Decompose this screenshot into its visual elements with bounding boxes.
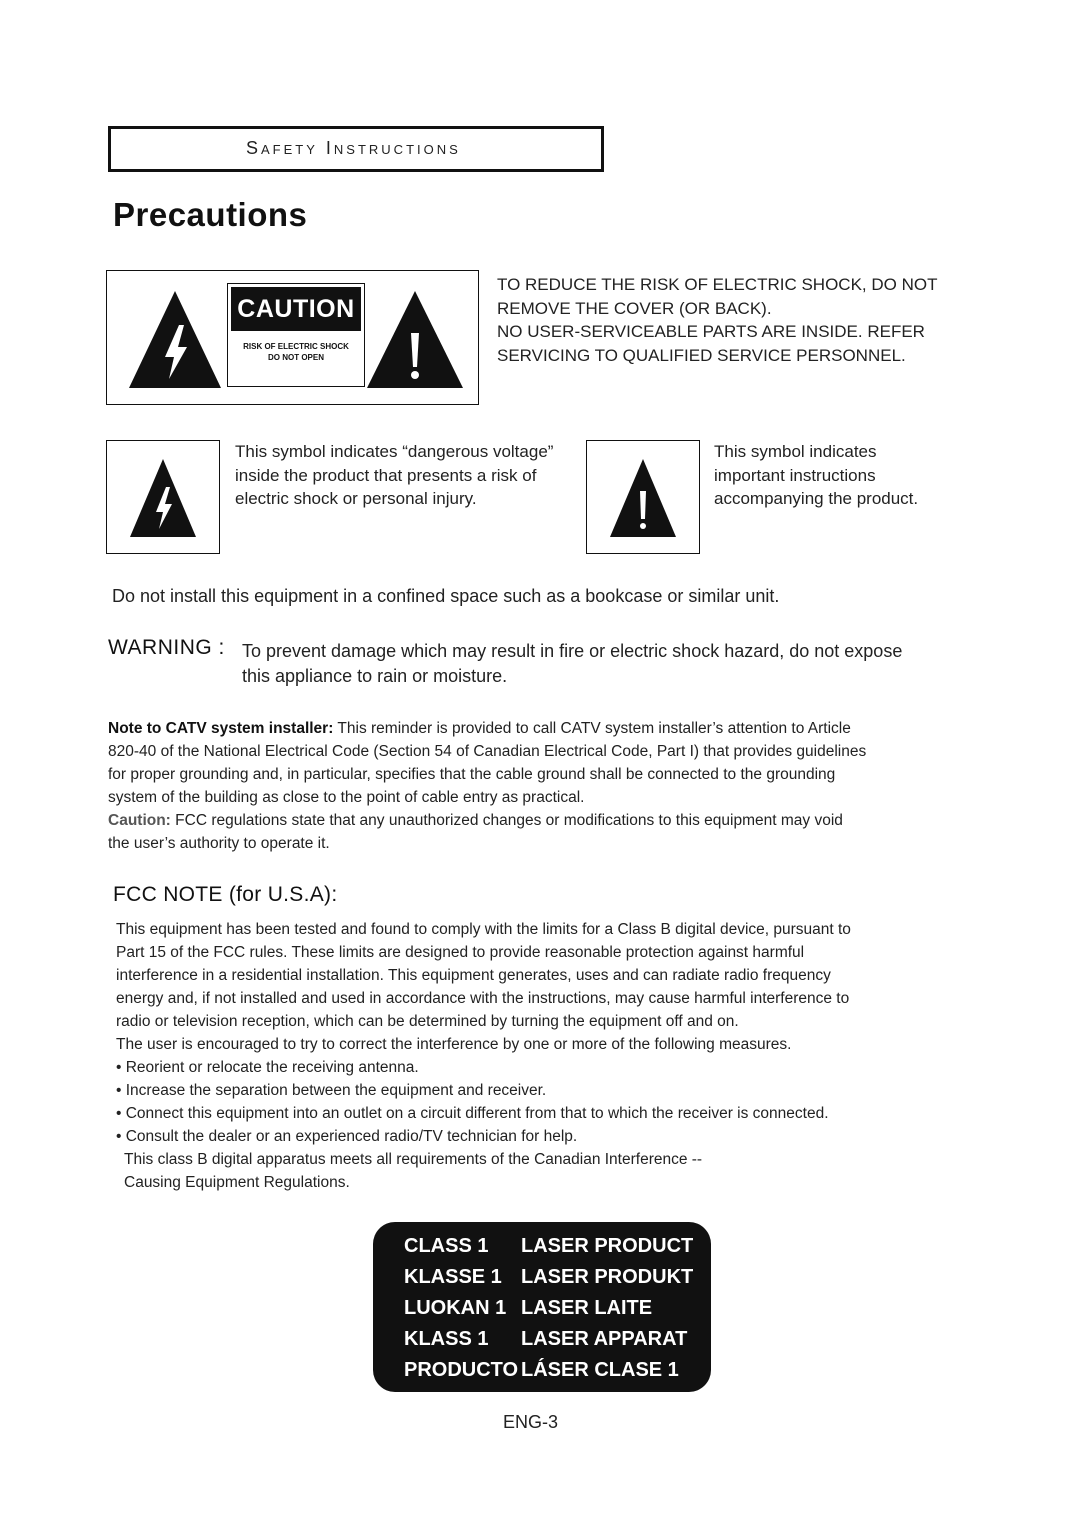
instructions-symbol-box [586,440,700,554]
voltage-symbol-description: This symbol indicates “dangerous voltage” inside the product that presents a risk of electric shock or personal injury. [235,442,554,508]
warning-label: WARNING : [108,636,225,659]
fcc-caution-label: Caution: [108,812,171,829]
list-item: • Reorient or relocate the receiving antenna. [116,1056,976,1079]
lightning-warning-icon [129,291,221,388]
instructions-symbol-description: This symbol indicates important instructions accompanying the product. [714,442,919,508]
lightning-warning-icon [130,459,196,537]
laser-product-label: CLASS 1 LASER PRODUCT KLASSE 1 LASER PRODUKT LUOKAN 1 LASER LAITE KLASS 1 LASER APPARAT PRODUCTO LÁSER CLASE 1 [373,1222,711,1392]
warning-text: To prevent damage which may result in fire or electric shock hazard, do not expose this appliance to rain or moisture. [242,641,903,686]
list-item: • Consult the dealer or an experienced radio/TV technician for help. [116,1125,976,1148]
list-item: • Connect this equipment into an outlet on a circuit different from that to which the receiver is connected. [116,1102,976,1125]
caution-sticker-text: RISK OF ELECTRIC SHOCK DO NOT OPEN [243,342,349,362]
voltage-symbol-box [106,440,220,554]
risk-notice: TO REDUCE THE RISK OF ELECTRIC SHOCK, DO NOT REMOVE THE COVER (OR BACK). NO USER-SERVICEABLE PARTS ARE INSIDE. REFER SERVICING TO QUALIFIED SERVICE PERSONNEL. [497,275,938,365]
fcc-note-body: This equipment has been tested and found to comply with the limits for a Class B digital device, pursuant to Part 15 of the FCC rules. These limits are designed to provide reasonable protection against harmful interference in a residential installation. This equipment generates, uses and can radiate radio frequency energy and, if not installed and used in accordance with the instructions, may cause harmful interference to radio or television reception, which can be determined by turning the equipment off and on. The user is encouraged to try to correct the interference by one or more of the following measures. • Reorient or relocate the receiving antenna. • Increase the separation between the equipment and receiver. • Connect this equipment into an outlet on a circuit different from that to which the receiver is connected. • Consult the dealer or an experienced radio/TV technician for help. This class B digital apparatus meets all requirements of the Canadian Interference -- Causing Equipment Regulations. [116,918,976,1194]
exclamation-warning-icon [367,291,463,388]
install-notice: Do not install this equipment in a confined space such as a bookcase or similar unit. [112,586,780,606]
exclamation-warning-icon [610,459,676,537]
caution-sticker [227,283,365,387]
page-number: ENG-3 [503,1412,559,1432]
section-header-box [108,126,604,172]
catv-note: Note to CATV system installer: This reminder is provided to call CATV system installer’s attention to Article 820-40 of the National Electrical Code (Section 54 of Canadian Electrical Code, Part I) that provides guidelines for proper grounding and, in particular, specifies that the cable ground shall be connected to the grounding system of the building as close to the point of cable entry as practical. Caution: FCC regulations state that any unauthorized changes or modifications to this equipment may void the user’s authority to operate it. [108,720,867,852]
caution-banner: CAUTION [231,287,361,331]
page-title: Precautions [113,196,308,233]
section-header-text: Safety Instructions [246,138,461,158]
caution-label-box [106,270,479,405]
list-item: • Increase the separation between the equipment and receiver. [116,1079,976,1102]
catv-note-label: Note to CATV system installer: [108,720,334,737]
fcc-note-heading: FCC NOTE (for U.S.A): [113,883,338,906]
